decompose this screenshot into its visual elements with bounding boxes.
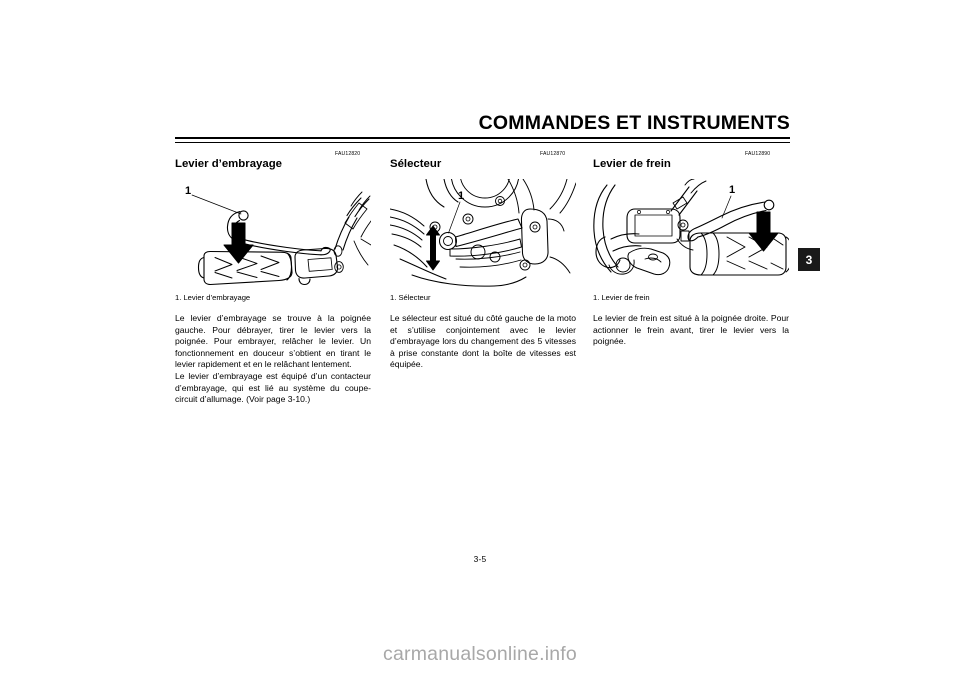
brake-lever-illustration bbox=[593, 179, 789, 287]
paragraph: Le levier d’embrayage se trouve à la poignée gauche. Pour débrayer, tirer le levier vers la poignée. Pour embrayer, relâcher le levier. Un fonctionnement en douceur s’obtient en tirant le levier rapidement et en le relâchant lentement. bbox=[175, 313, 371, 370]
body-text bbox=[175, 313, 371, 406]
section-title: Levier de frein bbox=[593, 158, 671, 170]
figure-caption: 1. Sélecteur bbox=[390, 293, 431, 302]
svg-text:1: 1 bbox=[458, 190, 465, 202]
chapter-tab-3: 3 bbox=[798, 248, 820, 271]
header-rule-thick bbox=[175, 137, 790, 139]
fau-code: FAU12870 bbox=[540, 151, 566, 157]
svg-text:1: 1 bbox=[729, 184, 736, 196]
fau-code: FAU12820 bbox=[335, 151, 361, 157]
figure-caption: 1. Levier d’embrayage bbox=[175, 293, 251, 302]
column-clutch-lever bbox=[175, 150, 371, 406]
shift-pedal-illustration bbox=[390, 179, 576, 287]
section-title: Sélecteur bbox=[390, 158, 442, 170]
column-brake-lever bbox=[593, 150, 789, 348]
page-header bbox=[175, 112, 790, 146]
page-title: COMMANDES ET INSTRUMENTS bbox=[478, 112, 790, 134]
watermark: carmanualsonline.info bbox=[383, 643, 577, 665]
fau-code: FAU12890 bbox=[745, 151, 771, 157]
svg-text:1: 1 bbox=[185, 185, 192, 197]
figure-caption: 1. Levier de frein bbox=[593, 293, 650, 302]
section-title: Levier d’embrayage bbox=[175, 158, 282, 170]
header-rule-thin bbox=[175, 142, 790, 143]
clutch-lever-illustration bbox=[175, 179, 371, 287]
page-number: 3-5 bbox=[473, 554, 487, 564]
paragraph: Le levier d’embrayage est équipé d’un contacteur d’embrayage, qui est lié au système du coupe-circuit d’allumage. (Voir page 3-10.) bbox=[175, 370, 371, 405]
column-shift-pedal bbox=[390, 150, 576, 371]
paragraph: Le sélecteur est situé du côté gauche de la moto et s’utilise conjointement avec le levier d’embrayage lors du changement des 5 vitesses à prise constante dont la boîte de vitesses est équipée. bbox=[390, 313, 576, 370]
body-text bbox=[390, 313, 576, 371]
body-text bbox=[593, 313, 789, 348]
paragraph: Le levier de frein est situé à la poignée droite. Pour actionner le frein avant, tirer le levier vers la poignée. bbox=[593, 313, 789, 347]
